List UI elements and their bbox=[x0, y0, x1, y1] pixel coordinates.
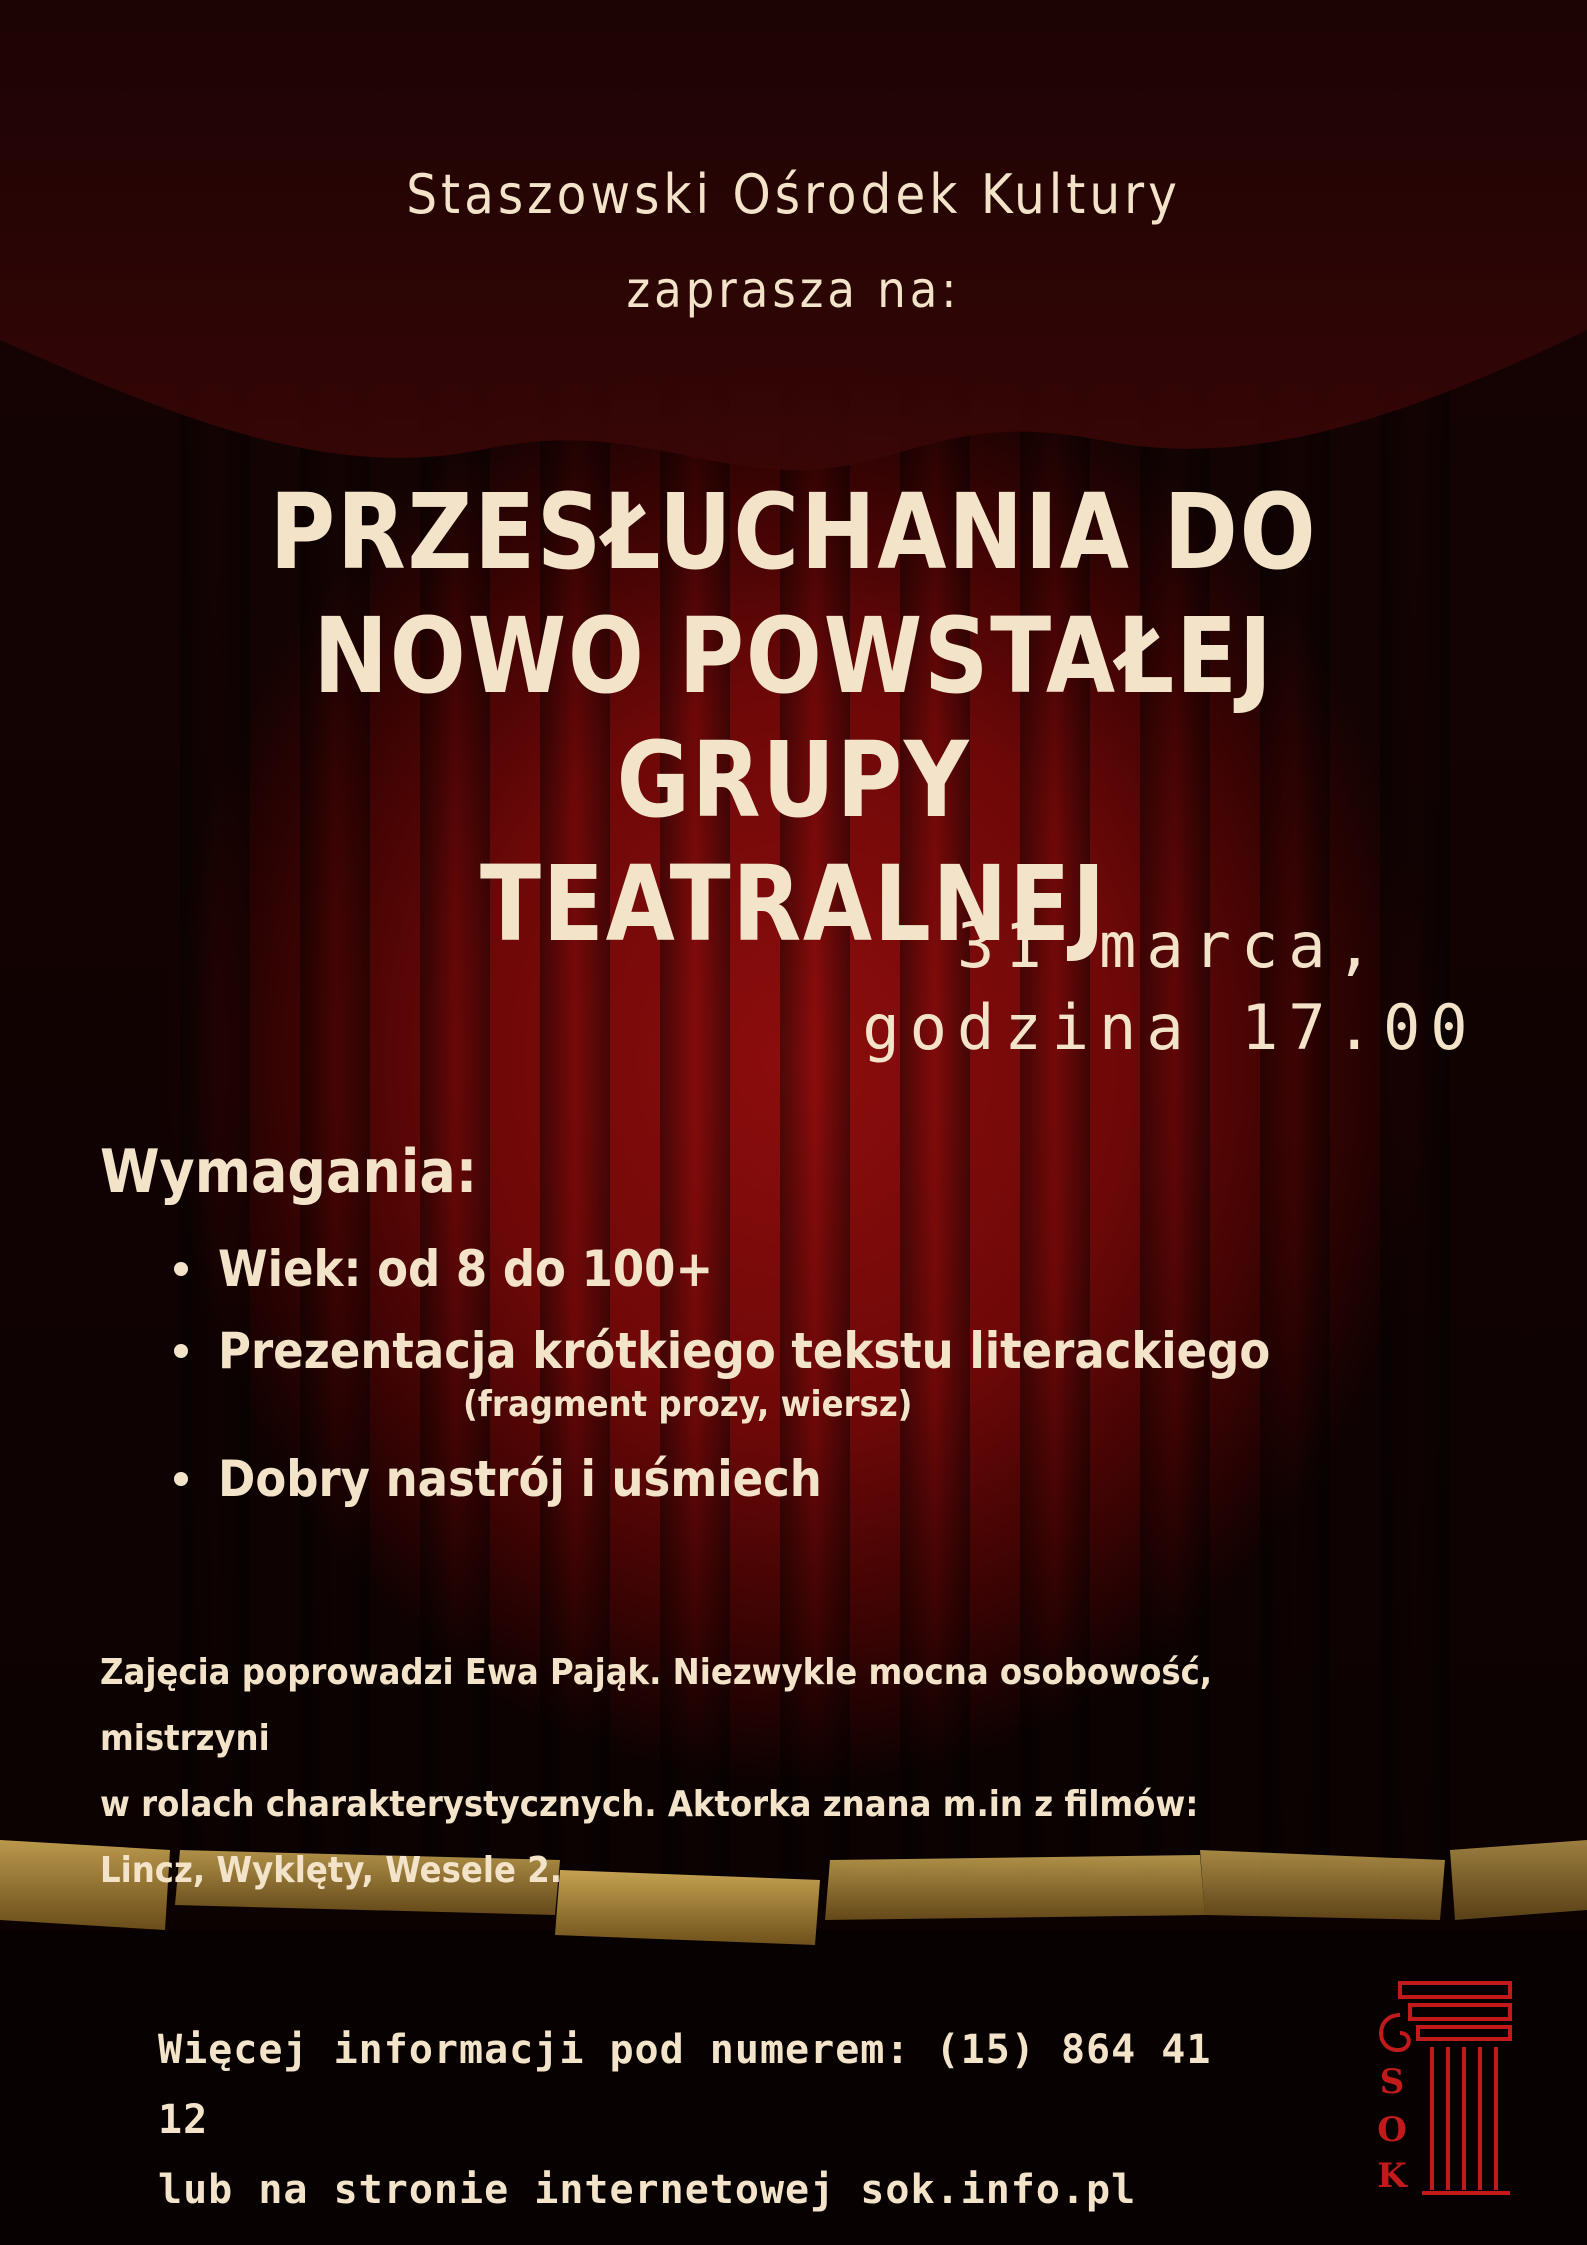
requirement-text: Prezentacja krótkiego tekstu literackiego bbox=[218, 1322, 1271, 1380]
requirement-note: (fragment prozy, wiersz) bbox=[463, 1384, 913, 1425]
svg-text:K: K bbox=[1377, 2156, 1407, 2196]
requirement-text: Wiek: od 8 do 100+ bbox=[218, 1240, 714, 1298]
requirement-item bbox=[170, 1320, 1270, 1428]
teacher-info: Zajęcia poprowadzi Ewa Pająk. Niezwykle mocna osobowość, mistrzyni w rolach charakterystycznych. Aktorka znana m.in z filmów: Lincz, Wyklęty, Wesele 2. bbox=[100, 1652, 1213, 1891]
svg-text:S: S bbox=[1379, 2062, 1405, 2102]
requirement-item bbox=[170, 1448, 1270, 1510]
event-title: PRZESŁUCHANIA DO NOWO POWSTAŁEJ GRUPY TEATRALNEJ bbox=[269, 471, 1318, 965]
sok-logo bbox=[1370, 1975, 1515, 2200]
bullet-icon bbox=[174, 1472, 188, 1486]
bullet-icon bbox=[174, 1262, 188, 1276]
invite-text: zaprasza na: bbox=[626, 261, 961, 319]
requirement-item bbox=[170, 1238, 1270, 1300]
bullet-icon bbox=[174, 1344, 188, 1358]
curtain-valance bbox=[0, 0, 1587, 470]
event-date-time: godzina 17.00 bbox=[862, 991, 1478, 1064]
event-date-day: 31 marca, bbox=[957, 909, 1383, 982]
requirements-heading: Wymagania: bbox=[100, 1137, 478, 1207]
svg-text:O: O bbox=[1377, 2110, 1407, 2150]
event-date bbox=[790, 905, 1550, 1069]
contact-info: Więcej informacji pod numerem: (15) 864 41 12 lub na stronie internetowej sok.info.pl bbox=[158, 2027, 1212, 2213]
requirements-list bbox=[170, 1238, 1270, 1530]
organizer-name: Staszowski Ośrodek Kultury bbox=[406, 163, 1181, 226]
requirement-text: Dobry nastrój i uśmiech bbox=[218, 1450, 822, 1508]
